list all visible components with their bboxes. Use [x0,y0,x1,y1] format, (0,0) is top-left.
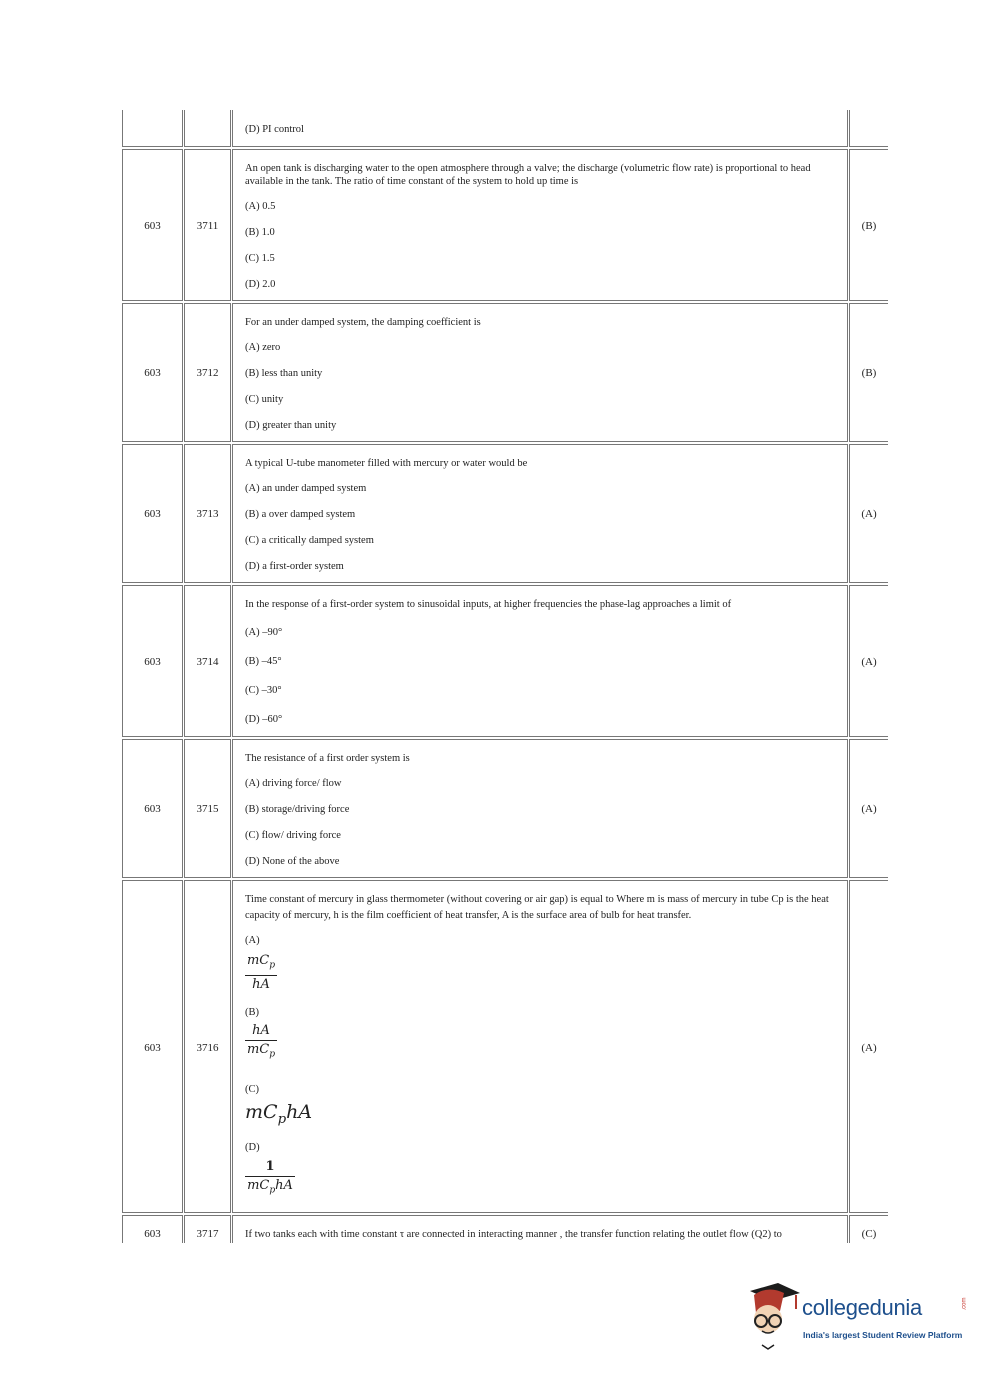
option: (C) a critically damped system [245,535,374,546]
option: (D) PI control [245,124,304,135]
subject-code-cell [122,110,183,147]
subject-code: 603 [144,656,161,668]
question-text: The resistance of a first order system is [245,753,410,764]
answer-cell [849,739,888,878]
option: (D) 2.0 [245,279,276,290]
question-id: 3716 [196,1042,219,1054]
question-id: 3717 [196,1228,219,1240]
option: (B) a over damped system [245,509,356,520]
option: (D) [245,1142,260,1153]
answer-cell [849,880,888,1213]
subject-code-cell [122,585,183,737]
subject-code-cell [122,1215,183,1243]
question-text-cell [232,739,848,878]
question-row [122,585,888,737]
option: (C) –30° [245,685,282,696]
brand-name: collegedunia [802,1295,922,1320]
brand-tagline: India's largest Student Review Platform [803,1330,963,1340]
answer-cell [849,149,888,301]
question-id-cell [184,444,231,583]
answer-cell [849,444,888,583]
question-text-cell [232,1215,848,1243]
question-id-cell [184,149,231,301]
option: (B) less than unity [245,368,323,379]
answer: (B) [861,367,877,379]
subject-code-cell [122,444,183,583]
option: (B) 1.0 [245,227,275,238]
question-text-cell [232,303,848,442]
formula-denominator: $mC_phA$ [247,1178,293,1196]
question-id: 3711 [196,220,219,232]
formula-a [245,953,277,993]
option: (D) greater than unity [245,420,337,431]
question-id: 3713 [196,508,219,520]
subject-code: 603 [144,367,161,379]
question-text: A typical U-tube manometer filled with mercury or water would be [245,458,528,469]
question-id-cell [184,585,231,737]
option: (D) –60° [245,714,283,725]
option: (A) [245,935,260,946]
question-row [122,149,888,301]
formula-denominator: $mC_p$ [246,1042,276,1060]
formula-d [245,1159,295,1199]
question-row [122,444,888,583]
brand-domain: .com [961,1297,968,1311]
question-text: In the response of a first-order system to sinusoidal inputs, at higher frequencies the phase-lag approaches a limit of [245,599,732,610]
question-id-cell [184,739,231,878]
question-row [122,303,888,442]
formula-b [245,1023,277,1063]
subject-code: 603 [144,220,161,232]
option: (C) flow/ driving force [245,830,341,841]
option: (B) storage/driving force [245,804,350,815]
subject-code: 603 [144,508,161,520]
option: (A) driving force/ flow [245,778,342,789]
option: (C) 1.5 [245,253,275,264]
answer-cell [849,110,888,147]
question-row [122,110,888,147]
subject-code: 603 [144,1228,161,1240]
subject-code: 603 [144,1042,161,1054]
question-row [122,880,888,1213]
formula-denominator: hA [252,976,270,992]
answer-cell [849,585,888,737]
formula-numerator: $mC_p$ [246,953,276,971]
option: (C) [245,1084,259,1095]
question-text-cell [232,149,848,301]
question-id-cell [184,110,231,147]
option: (D) a first-order system [245,561,344,572]
subject-code: 603 [144,803,161,815]
mascot-icon [740,1283,802,1353]
question-id: 3712 [196,367,219,379]
answer-cell [849,303,888,442]
answer: (A) [861,656,877,668]
question-id: 3715 [196,803,219,815]
question-id-cell [184,1215,231,1243]
option: (D) None of the above [245,856,340,867]
subject-code-cell [122,303,183,442]
option: (A) –90° [245,627,283,638]
answer: (A) [861,803,877,815]
question-text: An open tank is discharging water to the open atmosphere through a valve; the discharge (volumetric flow rate) is proportional to head available in the tank. The ratio of time constant of the system to hold up time is [245,163,811,187]
question-id-cell [184,880,231,1213]
question-text: For an under damped system, the damping coefficient is [245,317,481,328]
option: (A) zero [245,342,281,353]
answer: (C) [861,1228,877,1240]
question-text-cell [232,880,848,1213]
formula-numerator: 1 [265,1159,275,1174]
subject-code-cell [122,880,183,1213]
question-row [122,739,888,878]
question-id-cell [184,303,231,442]
option: (C) unity [245,394,284,405]
answer-cell [849,1215,888,1243]
question-row [122,1215,888,1243]
question-text: Time constant of mercury in glass thermometer (without covering or air gap) is equal to Where m is mass of mercury in tube Cp is the heat capacity of mercury, h is the film coefficient of heat transfer, A is the surface area of bulb for heat transfer. [245,894,829,921]
answer: (B) [861,220,877,232]
question-text-cell [232,585,848,737]
question-text-cell [232,110,848,147]
collegedunia-logo[interactable] [740,1283,970,1353]
formula-c: $mC_phA$ [245,1101,313,1127]
option: (B) –45° [245,656,282,667]
question-text: If two tanks each with time constant τ are connected in interacting manner , the transfer function relating the outlet flow (Q2) to [245,1229,782,1240]
question-text-cell [232,444,848,583]
question-id: 3714 [196,656,219,668]
subject-code-cell [122,739,183,878]
formula-numerator: hA [252,1023,270,1038]
answer: (A) [861,1042,877,1054]
option: (A) 0.5 [245,201,276,212]
subject-code-cell [122,149,183,301]
answer: (A) [861,508,877,520]
option: (A) an under damped system [245,483,367,494]
option: (B) [245,1007,259,1018]
